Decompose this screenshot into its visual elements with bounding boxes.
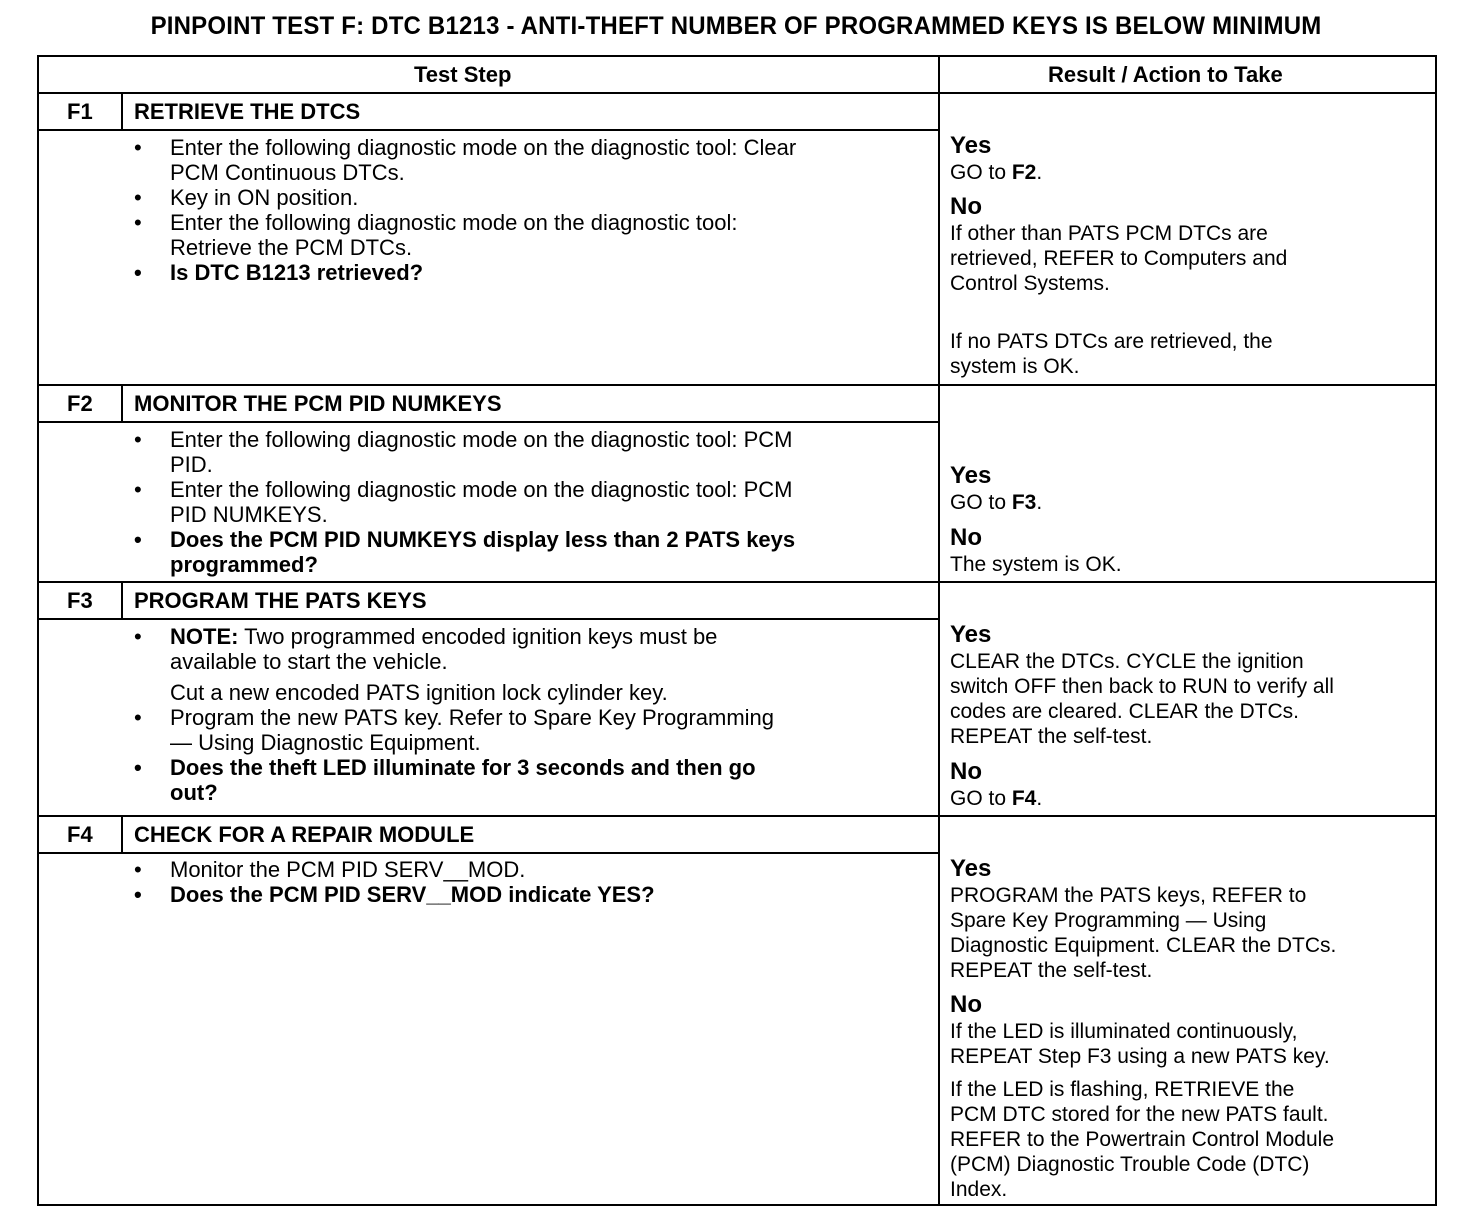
bullet-dot: • bbox=[134, 185, 142, 210]
action-line: If other than PATS PCM DTCs are bbox=[950, 222, 1268, 245]
action-line: If the LED is illuminated continuously, bbox=[950, 1020, 1298, 1043]
bullet-text: Enter the following diagnostic mode on the diagnostic tool: PCM bbox=[170, 427, 793, 452]
f4-no-action-2 bbox=[950, 1077, 1334, 1202]
step-id-divider bbox=[121, 93, 123, 130]
step-divider bbox=[39, 815, 1437, 817]
action-line: If no PATS DTCs are retrieved, the bbox=[950, 330, 1273, 353]
action-line: The system is OK. bbox=[950, 553, 1122, 576]
f1-no-label: No bbox=[950, 193, 982, 220]
f2-bullet-2 bbox=[134, 477, 924, 527]
bullet-text: Does the PCM PID NUMKEYS display less than 2 PATS keys bbox=[170, 527, 796, 552]
action-line: system is OK. bbox=[950, 355, 1080, 378]
bullet-text: PCM Continuous DTCs. bbox=[170, 160, 405, 185]
bullet-dot: • bbox=[134, 857, 142, 882]
bullet-dot: • bbox=[134, 624, 142, 649]
pinpoint-test-table bbox=[37, 55, 1437, 1206]
step-link-f3: F3 bbox=[1011, 491, 1037, 514]
f3-note bbox=[134, 624, 924, 674]
f4-no-action bbox=[950, 1019, 1330, 1069]
bullet-dot: • bbox=[134, 260, 142, 285]
step-id-f2: F2 bbox=[67, 391, 93, 416]
step-link-f4: F4 bbox=[1011, 787, 1037, 810]
step-divider bbox=[39, 384, 1437, 386]
action-line: CLEAR the DTCs. CYCLE the ignition bbox=[950, 650, 1304, 673]
note-text: Two programmed encoded ignition keys must be bbox=[238, 624, 718, 649]
f2-bullet-1 bbox=[134, 427, 924, 477]
action-line: REFER to the Powertrain Control Module bbox=[950, 1128, 1334, 1151]
header-test-step: Test Step bbox=[414, 62, 512, 87]
action-line: REPEAT the self-test. bbox=[950, 959, 1153, 982]
bullet-dot: • bbox=[134, 427, 142, 452]
action-line: Diagnostic Equipment. CLEAR the DTCs. bbox=[950, 934, 1337, 957]
f1-bullet-2 bbox=[134, 185, 924, 210]
step-id-divider bbox=[121, 385, 123, 422]
f2-no-action bbox=[950, 552, 1122, 577]
f3-no-action bbox=[950, 786, 1042, 811]
f2-yes-action bbox=[950, 490, 1042, 515]
bullet-text: programmed? bbox=[170, 552, 318, 577]
action-line: retrieved, REFER to Computers and bbox=[950, 247, 1288, 270]
f1-yes-label: Yes bbox=[950, 132, 992, 159]
bullet-dot: • bbox=[134, 210, 142, 235]
bullet-dot: • bbox=[134, 477, 142, 502]
bullet-dot: • bbox=[134, 705, 142, 730]
bullet-text: out? bbox=[170, 780, 218, 805]
f1-yes-action bbox=[950, 160, 1042, 185]
action-line: switch OFF then back to RUN to verify all bbox=[950, 675, 1334, 698]
bullet-text: Retrieve the PCM DTCs. bbox=[170, 235, 413, 260]
bullet-dot: • bbox=[134, 882, 142, 907]
bullet-text: Program the new PATS key. Refer to Spare Key Programming bbox=[170, 705, 775, 730]
action-line: PROGRAM the PATS keys, REFER to bbox=[950, 884, 1307, 907]
f4-question bbox=[134, 882, 924, 907]
f3-question bbox=[134, 755, 924, 805]
step-title-divider bbox=[39, 852, 939, 854]
f4-yes-action bbox=[950, 883, 1336, 983]
note-text: available to start the vehicle. bbox=[170, 649, 448, 674]
f1-no-action bbox=[950, 221, 1287, 296]
action-line: PCM DTC stored for the new PATS fault. bbox=[950, 1103, 1329, 1126]
step-title-f3: PROGRAM THE PATS KEYS bbox=[134, 588, 427, 613]
action-line: REPEAT Step F3 using a new PATS key. bbox=[950, 1045, 1330, 1068]
step-id-f1: F1 bbox=[67, 99, 93, 124]
step-title-f1: RETRIEVE THE DTCS bbox=[134, 99, 361, 124]
column-divider bbox=[938, 57, 940, 1206]
header-result-action: Result / Action to Take bbox=[1048, 62, 1283, 87]
action-text: . bbox=[1036, 787, 1043, 810]
step-id-f3: F3 bbox=[67, 588, 93, 613]
f3-bullet-2 bbox=[134, 705, 924, 755]
f1-bullet-3 bbox=[134, 210, 924, 260]
f1-bullet-1 bbox=[134, 135, 924, 185]
step-divider bbox=[39, 581, 1437, 583]
bullet-dot: • bbox=[134, 135, 142, 160]
step-title-divider bbox=[39, 421, 939, 423]
step-id-divider bbox=[121, 816, 123, 853]
bullet-text: Enter the following diagnostic mode on the diagnostic tool: bbox=[170, 210, 738, 235]
bullet-text: Does the PCM PID SERV__MOD indicate YES? bbox=[170, 882, 655, 907]
step-title-f2: MONITOR THE PCM PID NUMKEYS bbox=[134, 391, 502, 416]
bullet-text: — Using Diagnostic Equipment. bbox=[170, 730, 481, 755]
f4-no-label: No bbox=[950, 991, 982, 1018]
bullet-text: Enter the following diagnostic mode on the diagnostic tool: Clear bbox=[170, 135, 797, 160]
header-divider bbox=[39, 92, 1437, 94]
f1-no-action-2 bbox=[950, 329, 1273, 379]
step-title-f4: CHECK FOR A REPAIR MODULE bbox=[134, 822, 475, 847]
f3-no-label: No bbox=[950, 758, 982, 785]
action-text: . bbox=[1036, 161, 1043, 184]
f3-yes-label: Yes bbox=[950, 621, 992, 648]
bullet-text: PID NUMKEYS. bbox=[170, 502, 328, 527]
action-line: REPEAT the self-test. bbox=[950, 725, 1153, 748]
bullet-text: Does the theft LED illuminate for 3 seconds and then go bbox=[170, 755, 756, 780]
note-line bbox=[170, 624, 717, 649]
action-line: Index. bbox=[950, 1178, 1008, 1201]
page-title: PINPOINT TEST F: DTC B1213 - ANTI-THEFT NUMBER OF PROGRAMMED KEYS IS BELOW MINIMUM bbox=[150, 12, 1322, 40]
action-text: GO to bbox=[950, 161, 1012, 184]
f4-bullet-1 bbox=[134, 857, 924, 882]
step-title-divider bbox=[39, 129, 939, 131]
step-title-divider bbox=[39, 618, 939, 620]
action-line: codes are cleared. CLEAR the DTCs. bbox=[950, 700, 1299, 723]
step-id-divider bbox=[121, 582, 123, 619]
action-text: . bbox=[1036, 491, 1043, 514]
action-line: Spare Key Programming — Using bbox=[950, 909, 1267, 932]
step-link-f2: F2 bbox=[1011, 161, 1037, 184]
f2-no-label: No bbox=[950, 524, 982, 551]
bullet-text: Enter the following diagnostic mode on the diagnostic tool: PCM bbox=[170, 477, 793, 502]
step-id-f4: F4 bbox=[67, 822, 93, 847]
action-line: If the LED is flashing, RETRIEVE the bbox=[950, 1078, 1295, 1101]
action-line: Control Systems. bbox=[950, 272, 1110, 295]
bullet-dot: • bbox=[134, 755, 142, 780]
action-text: GO to bbox=[950, 491, 1012, 514]
bullet-text: Monitor the PCM PID SERV__MOD. bbox=[170, 857, 526, 882]
action-line: (PCM) Diagnostic Trouble Code (DTC) bbox=[950, 1153, 1310, 1176]
action-text: GO to bbox=[950, 787, 1012, 810]
bullet-text: Key in ON position. bbox=[170, 185, 359, 210]
bullet-dot: • bbox=[134, 527, 142, 552]
note-label: NOTE: bbox=[170, 624, 239, 649]
f2-yes-label: Yes bbox=[950, 462, 992, 489]
f1-question bbox=[134, 260, 924, 285]
f2-question bbox=[134, 527, 924, 577]
bullet-text: Is DTC B1213 retrieved? bbox=[170, 260, 424, 285]
f3-yes-action bbox=[950, 649, 1334, 749]
f3-plain-line: Cut a new encoded PATS ignition lock cylinder key. bbox=[170, 680, 668, 705]
bullet-text: PID. bbox=[170, 452, 213, 477]
f4-yes-label: Yes bbox=[950, 855, 992, 882]
